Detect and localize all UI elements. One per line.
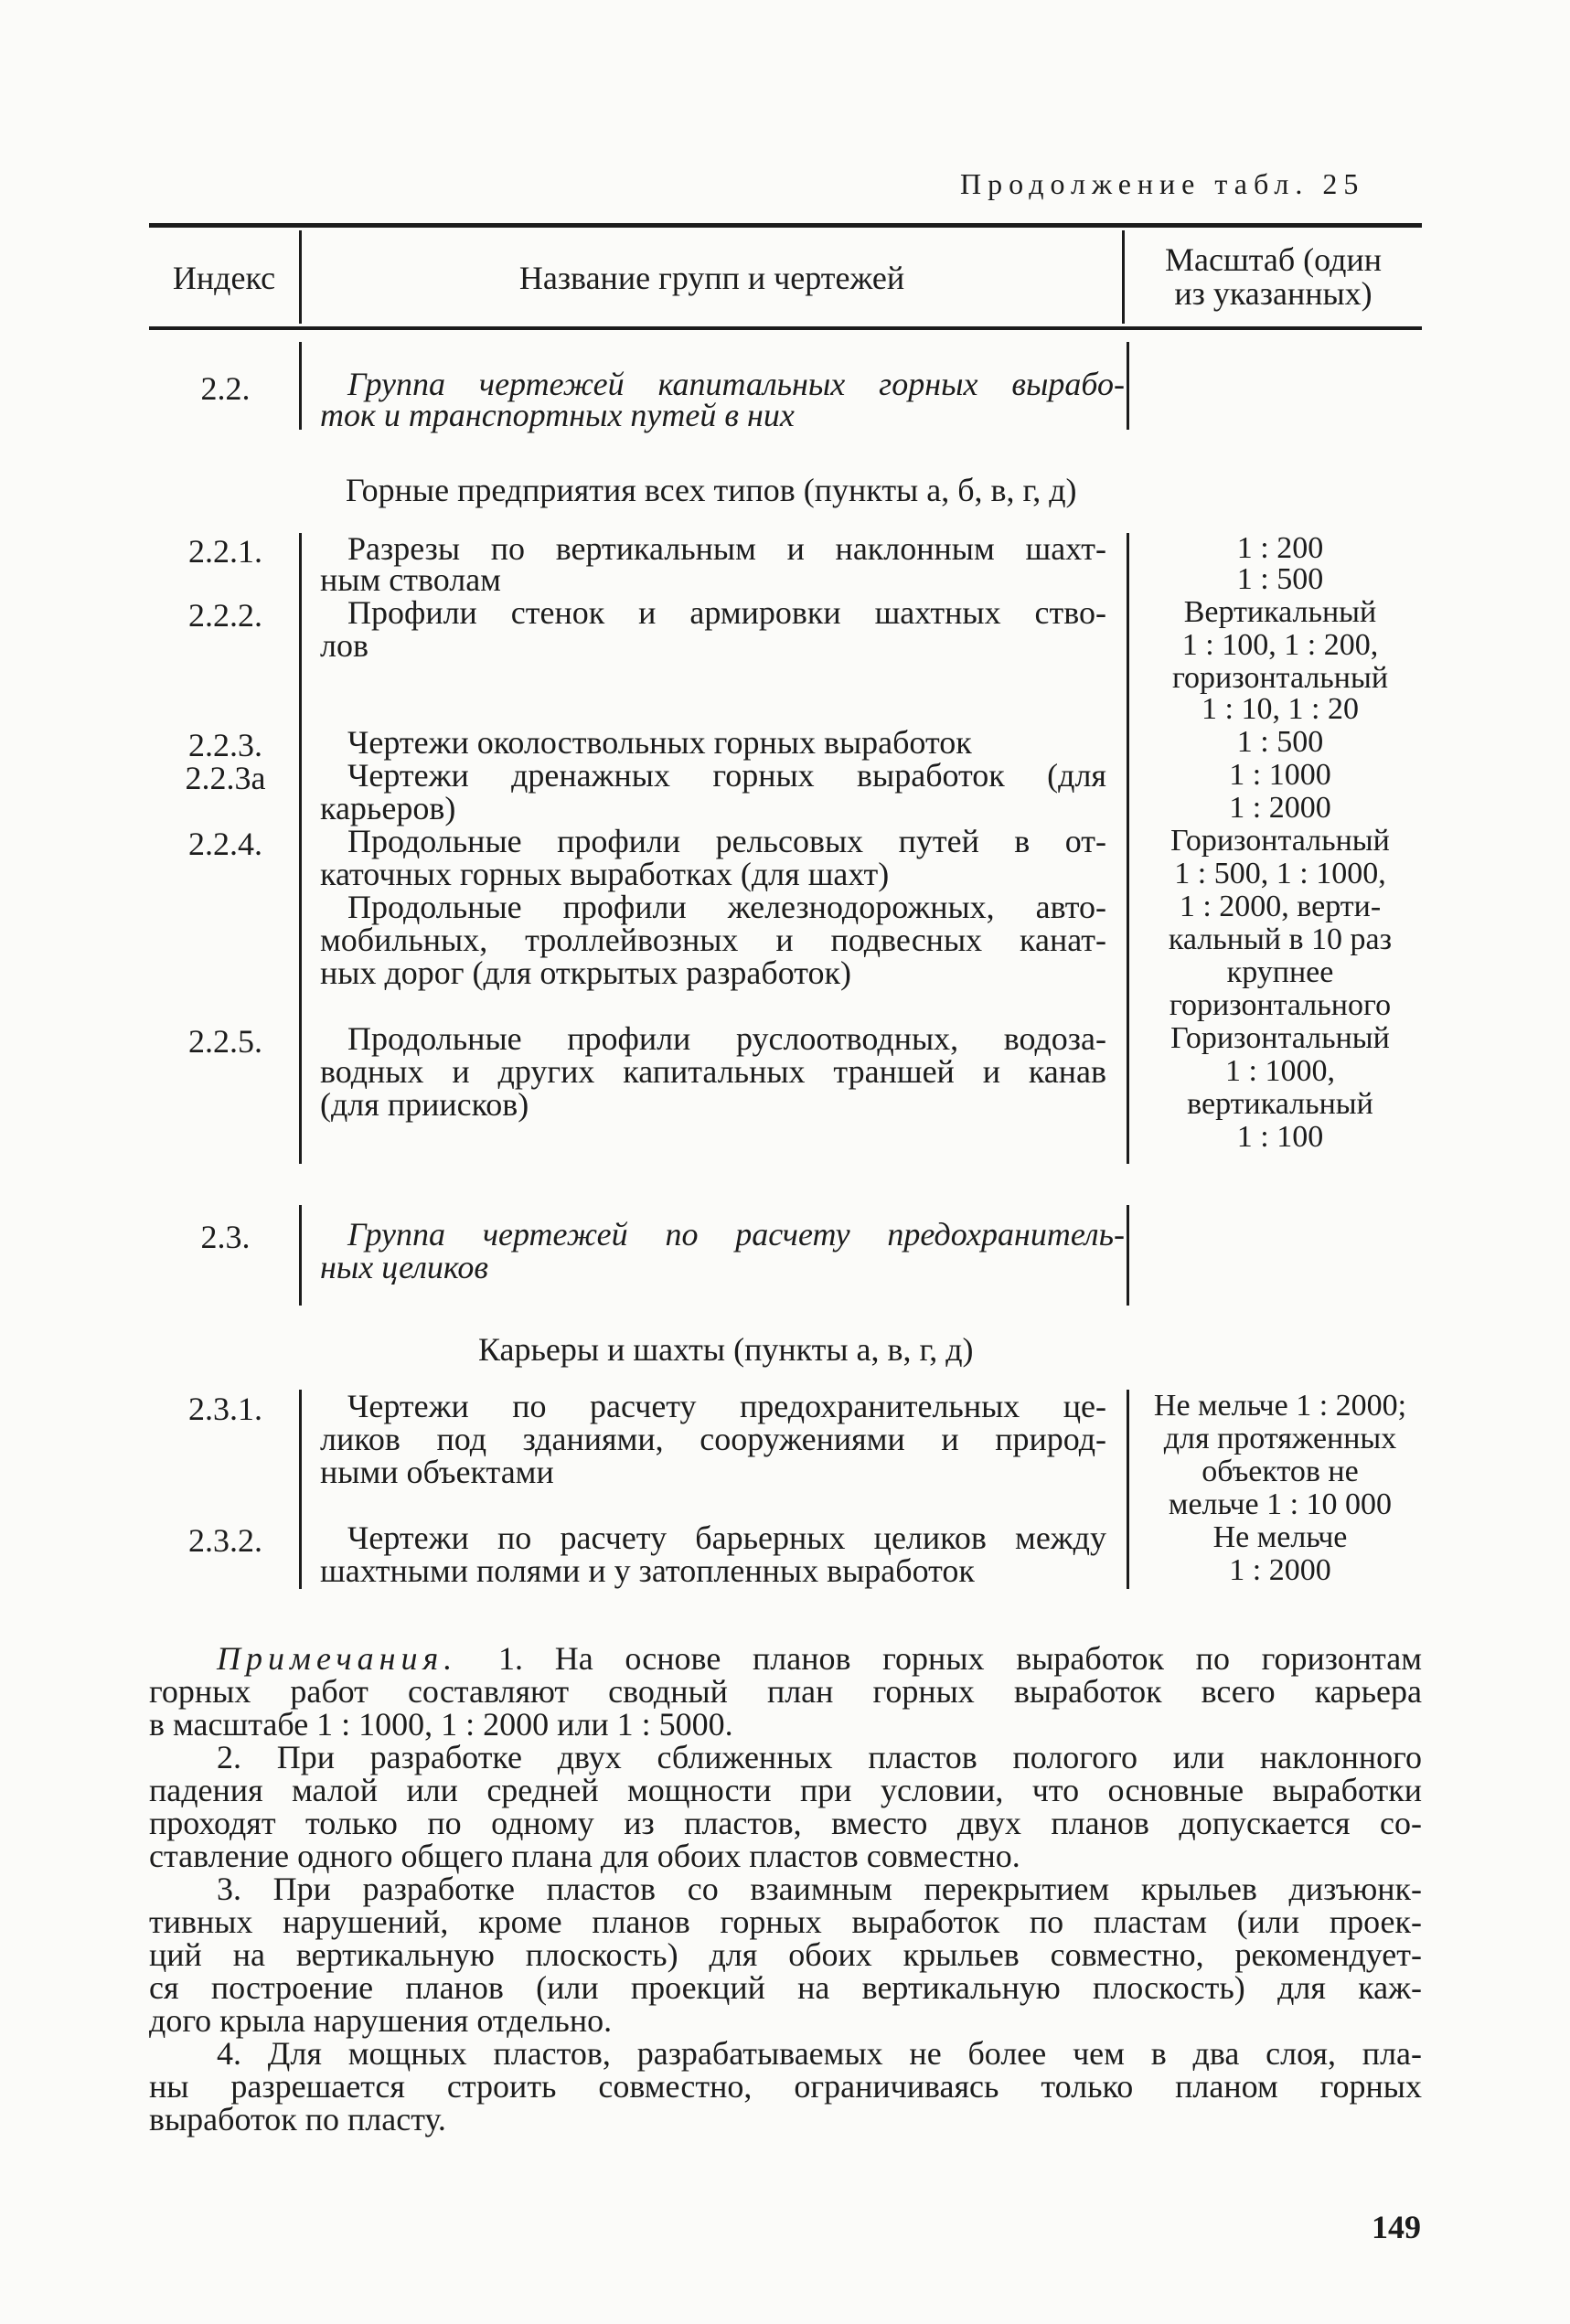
row-scale-line: Не мельче 1 : 2000; (1153, 1389, 1407, 1423)
vline-body22-right (1127, 533, 1129, 1164)
row-scale-line: вертикальный (1187, 1087, 1373, 1121)
row-name-line: карьеров) (320, 790, 456, 826)
row-index: 2.2.3а (185, 760, 266, 796)
row-name-line: Продольные профили рельсовых путей в от- (347, 823, 1106, 859)
row-scale-line: крупнее (1226, 955, 1334, 989)
group-2-3-applies: Карьеры и шахты (пункты а, в, г, д) (478, 1331, 974, 1368)
row-scale-line: Вертикальный (1183, 595, 1377, 629)
row-index: 2.3.1. (188, 1391, 262, 1427)
index-2-3: 2.3. (200, 1219, 251, 1255)
note-line: 3. При разработке пластов со взаимным перекрытием крыльев дизъюнк- (217, 1871, 1422, 1907)
group-2-2-title-line1: Группа чертежей капитальных горных вырабо- (347, 366, 1125, 402)
header-index: Индекс (172, 260, 276, 296)
notes-heading: Примечания. (217, 1640, 458, 1677)
row-scale-line: мельче 1 : 10 000 (1168, 1487, 1393, 1521)
note-line: 2. При разработке двух сближенных пластов пологого или наклонного (217, 1739, 1422, 1775)
note-line: ся построение планов (или проекций на вертикальную плоскость) для каж- (149, 1969, 1422, 2006)
note-line: проходят только по одному из пластов, вместо двух планов допускается со- (149, 1805, 1422, 1841)
row-scale-line: объектов не (1202, 1455, 1359, 1488)
row-name-line: Чертежи по расчету барьерных целиков между (347, 1519, 1106, 1556)
row-scale-line: 1 : 1000 (1229, 758, 1331, 792)
row-index: 2.2.3. (188, 727, 262, 763)
row-name-line: мобильных, троллейвозных и подвесных канат- (320, 922, 1106, 958)
row-scale-line: 1 : 2000 (1229, 791, 1331, 825)
row-scale-line: Не мельче (1212, 1520, 1348, 1554)
header-name: Название групп и чертежей (518, 260, 905, 296)
note-line: дого крыла нарушения отдельно. (149, 2002, 613, 2039)
row-name-line: ликов под зданиями, сооружениями и природ- (320, 1421, 1106, 1457)
table-top-rule (149, 223, 1422, 228)
note-line: ций на вертикальную плоскость) для обоих крыльев совместно, рекомендует- (149, 1936, 1422, 1973)
row-scale-line: 1 : 500 (1236, 562, 1324, 596)
header-scale-line2: из указанных) (1174, 275, 1372, 312)
row-scale-line: 1 : 100 (1236, 1120, 1324, 1154)
row-scale-line: Горизонтальный (1170, 1021, 1390, 1055)
page-number: 149 (1372, 2209, 1421, 2245)
row-name-line: Чертежи околоствольных горных выработок (347, 724, 972, 761)
row-scale-line: кальный в 10 раз (1168, 922, 1393, 956)
row-name-line: Продольные профили железнодорожных, авто- (347, 889, 1106, 925)
row-scale-line: 1 : 100, 1 : 200, (1181, 628, 1379, 662)
row-scale-line: 1 : 500, 1 : 1000, (1174, 857, 1386, 890)
row-scale-line: 1 : 200 (1236, 531, 1324, 565)
row-scale-line: 1 : 1000, (1225, 1054, 1335, 1088)
row-scale-line: 1 : 500 (1236, 725, 1324, 759)
row-scale-line: 1 : 2000, верти- (1179, 890, 1382, 923)
group-2-3-title-line2: ных целиков (320, 1249, 488, 1285)
index-2-2: 2.2. (200, 370, 251, 407)
group-2-2-applies: Горные предприятия всех типов (пункты а, б, в, г, д) (346, 472, 1077, 508)
row-name-line: ным стволам (320, 561, 501, 598)
row-scale-line: горизонтального (1169, 988, 1392, 1022)
row-index: 2.2.1. (188, 533, 262, 570)
note-line: выработок по пласту. (149, 2101, 446, 2137)
note-line: в масштабе 1 : 1000, 1 : 2000 или 1 : 5000. (149, 1706, 733, 1743)
row-name-line: водных и других капитальных траншей и канав (320, 1053, 1106, 1090)
note-line: тивных нарушений, кроме планов горных выработок по пластам (или проек- (149, 1903, 1422, 1940)
note-line: 4. Для мощных пластов, разрабатываемых не более чем в два слоя, пла- (217, 2035, 1422, 2072)
vline-body23-right (1127, 1390, 1129, 1589)
header-scale-line1: Масштаб (один (1165, 241, 1382, 278)
vline-g22-right (1127, 342, 1129, 430)
row-scale-line: горизонтальный (1171, 661, 1389, 695)
group-2-3-title-line1: Группа чертежей по расчету предохранитель- (347, 1216, 1125, 1253)
row-name-line: ных дорог (для открытых разработок) (320, 954, 851, 991)
row-name-line: (для приисков) (320, 1086, 529, 1123)
note-line: горных работ составляют сводный план горных выработок всего карьера (149, 1673, 1422, 1710)
note-line: 1. На основе планов горных выработок по горизонтам (498, 1640, 1422, 1677)
row-scale-line: Горизонтальный (1170, 824, 1390, 858)
header-bottom-rule (149, 326, 1422, 330)
row-name-line: ными объектами (320, 1454, 554, 1490)
vline-g23-right (1127, 1205, 1129, 1306)
row-name-line: Чертежи дренажных горных выработок (для (347, 757, 1106, 794)
note-line: падения малой или средней мощности при условии, что основные выработки (149, 1772, 1422, 1808)
row-scale-line: 1 : 10, 1 : 20 (1202, 692, 1359, 726)
row-name-line: каточных горных выработках (для шахт) (320, 856, 890, 892)
row-index: 2.2.2. (188, 597, 262, 634)
row-name-line: Профили стенок и армировки шахтных ство- (347, 594, 1106, 631)
row-name-line: лов (320, 627, 368, 664)
row-name-line: шахтными полями и у затопленных выработок (320, 1552, 975, 1589)
row-index: 2.2.4. (188, 826, 262, 862)
row-scale-line: 1 : 2000 (1229, 1553, 1331, 1587)
note-line: ны разрешается строить совместно, ограничиваясь только планом горных (149, 2068, 1422, 2105)
row-name-line: Чертежи по расчету предохранительных це- (347, 1388, 1106, 1424)
row-index: 2.3.2. (188, 1522, 262, 1559)
row-index: 2.2.5. (188, 1023, 262, 1060)
row-scale-line: для протяженных (1163, 1422, 1397, 1455)
group-2-2-title-line2: ток и транспортных путей в них (320, 397, 795, 433)
continuation-caption: Продолжение табл. 25 (960, 167, 1365, 200)
note-line: ставление одного общего плана для обоих пластов совместно. (149, 1838, 1020, 1874)
row-name-line: Разрезы по вертикальным и наклонным шахт- (347, 530, 1106, 567)
row-name-line: Продольные профили руслоотводных, водоза- (347, 1020, 1106, 1057)
